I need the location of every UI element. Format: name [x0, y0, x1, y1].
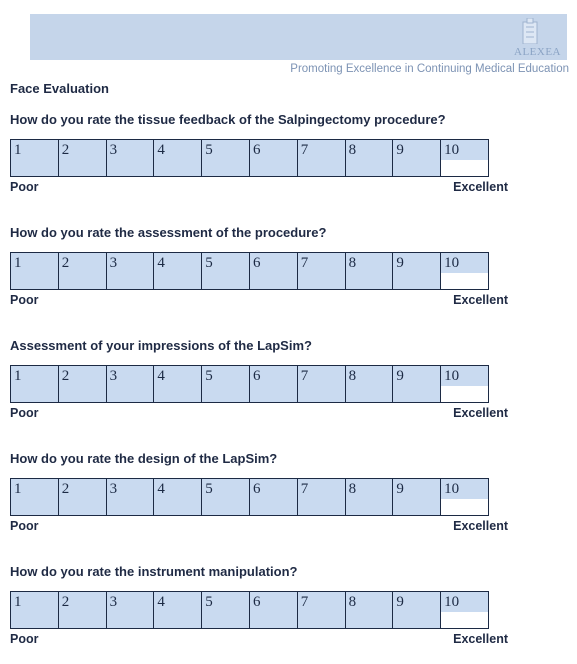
scale-anchors	[10, 180, 508, 194]
rating-option[interactable]: 7	[298, 592, 346, 628]
scale-anchors	[10, 406, 508, 420]
rating-option[interactable]: 8	[346, 479, 394, 515]
building-icon	[519, 18, 541, 44]
excellent-label: Excellent	[453, 632, 508, 646]
alexea-logo	[501, 18, 561, 58]
rating-option[interactable]: 6	[250, 479, 298, 515]
rating-option[interactable]: 6	[250, 253, 298, 289]
rating-option[interactable]: 2	[59, 592, 107, 628]
excellent-label: Excellent	[453, 180, 508, 194]
rating-option[interactable]: 6	[250, 366, 298, 402]
rating-option[interactable]: 5	[202, 140, 250, 176]
poor-label: Poor	[10, 632, 39, 646]
rating-option[interactable]: 10	[441, 140, 488, 176]
scale-anchors	[10, 293, 508, 307]
question-text: How do you rate the instrument manipulation?	[10, 564, 298, 579]
rating-option[interactable]: 6	[250, 140, 298, 176]
excellent-label: Excellent	[453, 293, 508, 307]
rating-option[interactable]: 7	[298, 366, 346, 402]
rating-option[interactable]: 7	[298, 140, 346, 176]
excellent-label: Excellent	[453, 519, 508, 533]
rating-option[interactable]: 6	[250, 592, 298, 628]
poor-label: Poor	[10, 180, 39, 194]
rating-option[interactable]: 3	[107, 479, 155, 515]
rating-option[interactable]: 9	[393, 479, 441, 515]
rating-option[interactable]: 10	[441, 253, 488, 289]
rating-option[interactable]: 1	[11, 479, 59, 515]
rating-scale	[10, 365, 489, 403]
header-banner	[30, 14, 567, 60]
rating-option[interactable]: 2	[59, 253, 107, 289]
question-text: How do you rate the design of the LapSim?	[10, 451, 278, 466]
question-block	[10, 337, 567, 420]
rating-option[interactable]: 9	[393, 140, 441, 176]
rating-option[interactable]: 9	[393, 253, 441, 289]
question-block	[10, 224, 567, 307]
rating-scale	[10, 252, 489, 290]
rating-scale	[10, 478, 489, 516]
excellent-label: Excellent	[453, 406, 508, 420]
rating-option[interactable]: 1	[11, 140, 59, 176]
rating-option[interactable]: 4	[154, 140, 202, 176]
rating-option[interactable]: 5	[202, 592, 250, 628]
rating-option[interactable]: 9	[393, 592, 441, 628]
rating-option[interactable]: 5	[202, 479, 250, 515]
rating-option[interactable]: 1	[11, 592, 59, 628]
rating-option[interactable]: 3	[107, 140, 155, 176]
rating-option[interactable]: 7	[298, 253, 346, 289]
rating-option[interactable]: 2	[59, 366, 107, 402]
rating-option[interactable]: 5	[202, 366, 250, 402]
tagline: Promoting Excellence in Continuing Medical Education	[290, 63, 569, 75]
rating-option[interactable]: 8	[346, 592, 394, 628]
rating-option[interactable]: 2	[59, 479, 107, 515]
rating-option[interactable]: 8	[346, 366, 394, 402]
rating-option[interactable]: 5	[202, 253, 250, 289]
poor-label: Poor	[10, 293, 39, 307]
question-text: How do you rate the assessment of the procedure?	[10, 225, 327, 240]
poor-label: Poor	[10, 519, 39, 533]
rating-option[interactable]: 9	[393, 366, 441, 402]
rating-option[interactable]: 3	[107, 253, 155, 289]
rating-option[interactable]: 10	[441, 479, 488, 515]
rating-option[interactable]: 4	[154, 253, 202, 289]
question-block	[10, 450, 567, 533]
rating-option[interactable]: 4	[154, 592, 202, 628]
question-text: Assessment of your impressions of the LapSim?	[10, 338, 312, 353]
question-block	[10, 563, 567, 646]
rating-option[interactable]: 10	[441, 366, 488, 402]
rating-option[interactable]: 4	[154, 366, 202, 402]
scale-anchors	[10, 519, 508, 533]
rating-scale	[10, 591, 489, 629]
rating-option[interactable]: 8	[346, 253, 394, 289]
rating-option[interactable]: 2	[59, 140, 107, 176]
poor-label: Poor	[10, 406, 39, 420]
rating-option[interactable]: 1	[11, 253, 59, 289]
section-title: Face Evaluation	[10, 81, 109, 96]
rating-option[interactable]: 3	[107, 592, 155, 628]
rating-option[interactable]: 7	[298, 479, 346, 515]
question-block	[10, 111, 567, 194]
rating-scale	[10, 139, 489, 177]
rating-option[interactable]: 8	[346, 140, 394, 176]
rating-option[interactable]: 3	[107, 366, 155, 402]
rating-option[interactable]: 4	[154, 479, 202, 515]
rating-option[interactable]: 10	[441, 592, 488, 628]
scale-anchors	[10, 632, 508, 646]
rating-option[interactable]: 1	[11, 366, 59, 402]
question-text: How do you rate the tissue feedback of the Salpingectomy procedure?	[10, 112, 446, 127]
logo-text: ALEXEA	[514, 46, 561, 58]
